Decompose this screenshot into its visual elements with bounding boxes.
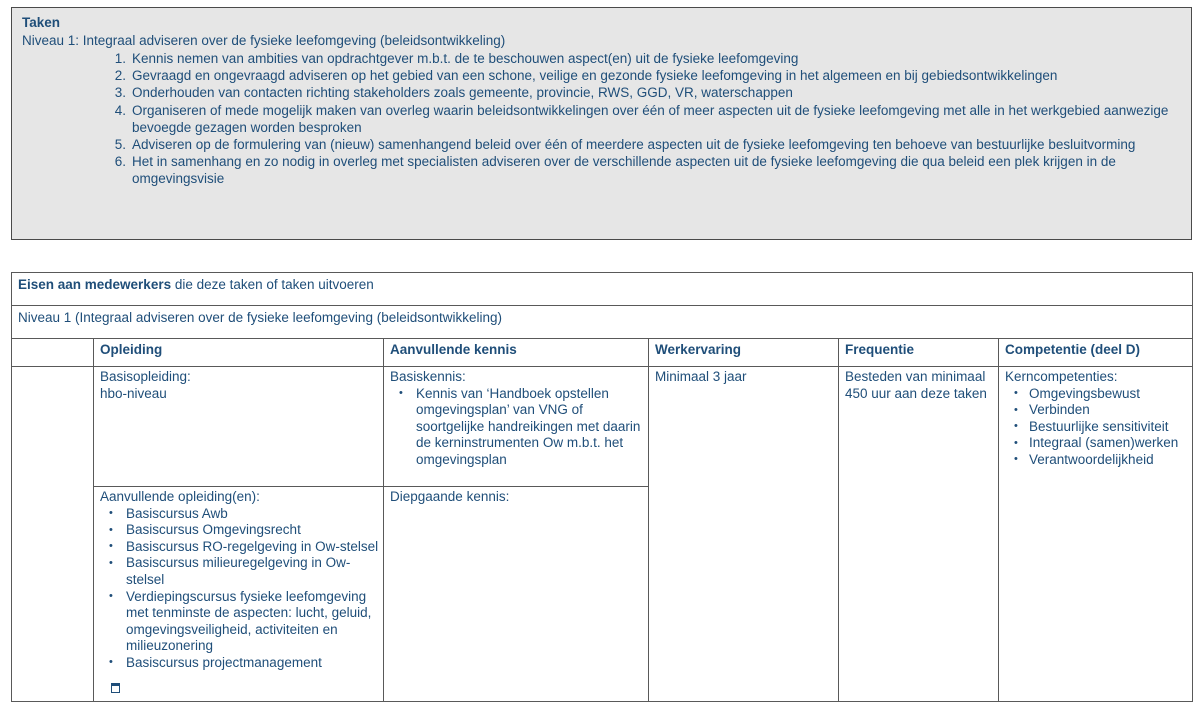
header-frequentie: Frequentie xyxy=(839,339,999,367)
taken-list-item xyxy=(22,136,1181,153)
cell-opleiding-basis xyxy=(94,367,384,487)
taken-box xyxy=(11,7,1192,240)
diepgaande-kennis-lead: Diepgaande kennis: xyxy=(390,489,510,504)
aanvullende-opleiding-lead: Aanvullende opleiding(en): xyxy=(100,489,260,504)
list-item: • Basiscursus Omgevingsrecht xyxy=(100,522,379,539)
list-item: • Verbinden xyxy=(1005,402,1188,419)
cell-frequentie: Besteden van minimaal 450 uur aan deze taken xyxy=(839,367,999,702)
list-item: • Bestuurlijke sensitiviteit xyxy=(1005,419,1188,436)
eisen-aan-medewerkers-table xyxy=(11,272,1193,702)
list-item: • Basiscursus Awb xyxy=(100,506,379,523)
list-text: Kennis nemen van ambities van opdrachtgever m.b.t. de te beschouwen aspect(en) uit de fysieke leefomgeving xyxy=(132,51,799,66)
list-number: 1. xyxy=(114,51,126,66)
taken-list-item xyxy=(22,67,1181,84)
list-number: 4. xyxy=(114,102,126,118)
banner-bold-text: Eisen aan medewerkers xyxy=(18,277,172,292)
list-text: Organiseren of mede mogelijk maken van overleg waarin beleidsontwikkelingen over één of meer aspecten uit de fysieke leefomgeving met alle in het werkgebied aanwezige bevoegde gezagen worden besproken xyxy=(132,102,1169,135)
competentie-lead: Kerncompetenties: xyxy=(1005,369,1118,384)
list-text: Gevraagd en ongevraagd adviseren op het gebied van een schone, veilige en gezonde fysieke leefomgeving in het algemeen en bij gebiedsontwikkelingen xyxy=(132,68,1058,84)
opleiding-basis-value: hbo-niveau xyxy=(100,385,167,401)
header-spacer xyxy=(12,339,94,367)
aanvullende-opleiding-bullet-list xyxy=(100,506,379,672)
taken-list-item xyxy=(22,50,1181,67)
opleiding-basis-lead: Basisopleiding: xyxy=(100,369,191,384)
table-row-level xyxy=(12,306,1193,339)
taken-level-line: Niveau 1: Integraal adviseren over de fysieke leefomgeving (beleidsontwikkeling) xyxy=(22,33,506,48)
taken-list-item xyxy=(22,102,1181,136)
list-text: Onderhouden van contacten richting stakeholders zoals gemeente, provincie, RWS, GGD, VR, waterschappen xyxy=(132,85,793,101)
header-aanvullende-kennis: Aanvullende kennis xyxy=(384,339,649,367)
header-werkervaring: Werkervaring xyxy=(649,339,839,367)
row-label-cell xyxy=(12,367,94,702)
cell-competentie xyxy=(999,367,1193,702)
list-number: 2. xyxy=(114,68,126,84)
list-number: 5. xyxy=(114,137,126,153)
table-row xyxy=(12,367,1193,487)
list-item: • Basiscursus RO-regelgeving in Ow-stelsel xyxy=(100,539,379,556)
taken-list-item xyxy=(22,84,1181,101)
list-number: 3. xyxy=(114,85,126,101)
banner-rest-text: die deze taken of taken uitvoeren xyxy=(171,277,374,292)
competentie-bullet-list xyxy=(1005,386,1188,469)
basiskennis-lead: Basiskennis: xyxy=(390,369,466,384)
table-row-banner xyxy=(12,273,1193,306)
list-item: • Verdiepingscursus fysieke leefomgeving met tenminste de aspecten: lucht, geluid, omgevingsveiligheid, activiteiten en milieuzonering xyxy=(100,589,379,655)
cell-aanvullende-opleiding xyxy=(94,487,384,702)
level-cell: Niveau 1 (Integraal adviseren over de fysieke leefomgeving (beleidsontwikkeling) xyxy=(12,306,1193,339)
basiskennis-bullet-list xyxy=(390,386,644,469)
list-text: Het in samenhang en zo nodig in overleg met specialisten adviseren over de verschillende aspecten uit de fysieke leefomgeving die qua beleid een plek krijgen in de omgevingsvisie xyxy=(132,154,1116,187)
banner-cell xyxy=(12,273,1193,306)
header-competentie: Competentie (deel D) xyxy=(999,339,1193,367)
header-opleiding: Opleiding xyxy=(94,339,384,367)
taken-list xyxy=(22,50,1181,188)
list-number: 6. xyxy=(114,154,126,170)
list-text: Adviseren op de formulering van (nieuw) samenhangend beleid over één of meerdere aspecten uit de fysieke leefomgeving ten behoeve van bestuurlijke besluitvorming xyxy=(132,137,1136,153)
list-item: • Verantwoordelijkheid xyxy=(1005,452,1188,469)
list-item: • Kennis van ‘Handboek opstellen omgevingsplan’ van VNG of soortgelijke handreikingen met daarin de kerninstrumenten Ow m.b.t. het omgevingsplan xyxy=(390,386,644,469)
taken-title: Taken xyxy=(22,15,61,30)
list-item: • Basiscursus projectmanagement xyxy=(100,655,379,672)
cell-werkervaring: Minimaal 3 jaar xyxy=(649,367,839,702)
list-item: • Omgevingsbewust xyxy=(1005,386,1188,403)
document-anchor-marker xyxy=(111,683,120,693)
cell-diepgaande-kennis xyxy=(384,487,649,702)
list-item: • Basiscursus milieuregelgeving in Ow-stelsel xyxy=(100,555,379,588)
taken-list-item xyxy=(22,153,1181,187)
table-row-headers xyxy=(12,339,1193,367)
list-item: • Integraal (samen)werken xyxy=(1005,435,1188,452)
cell-basiskennis xyxy=(384,367,649,487)
